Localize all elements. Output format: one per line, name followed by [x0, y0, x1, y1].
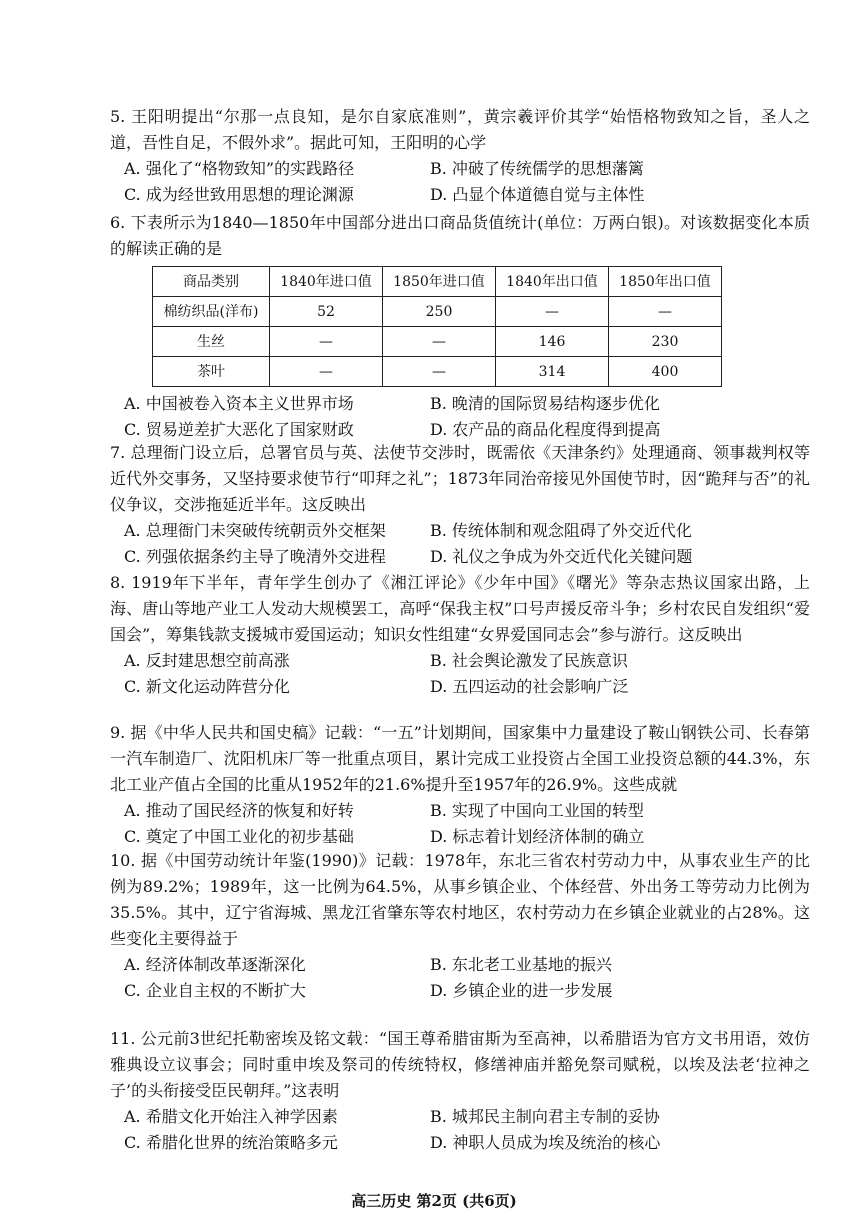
option-a: A. 反封建思想空前高涨 [124, 651, 290, 670]
option-list [110, 156, 810, 208]
option-c: C. 希腊化世界的统治策略多元 [124, 1133, 338, 1152]
option-d: D. 农产品的商品化程度得到提高 [430, 420, 661, 439]
option-b: B. 实现了中国向工业国的转型 [430, 801, 644, 820]
option-d: D. 凸显个体道德自觉与主体性 [430, 185, 645, 204]
option-list [110, 1104, 810, 1156]
option-b: B. 冲破了传统儒学的思想藩篱 [430, 159, 644, 178]
option-c: C. 新文化运动阵营分化 [124, 677, 290, 696]
option-list [110, 391, 810, 443]
table-cell: 茶叶 [153, 357, 270, 387]
question-10 [110, 848, 810, 1004]
table-cell: — [270, 357, 383, 387]
option-c: C. 企业自主权的不断扩大 [124, 981, 306, 1000]
question-11 [110, 1026, 810, 1156]
table-header-row [153, 267, 722, 297]
option-a: A. 推动了国民经济的恢复和好转 [124, 801, 354, 820]
option-d: D. 乡镇企业的进一步发展 [430, 981, 613, 1000]
option-c: C. 列强依据条约主导了晚清外交进程 [124, 547, 386, 566]
table-cell: — [270, 327, 383, 357]
trade-value-table [152, 266, 722, 387]
question-stem: 7. 总理衙门设立后，总署官员与英、法使节交涉时，既需依《天津条约》处理通商、领事裁判权等近代外交事务，又坚持要求使节行“叩拜之礼”；1873年同治帝接见外国使节时，因“跪拜与否”的礼仪争议，交涉拖延近半年。这反映出 [110, 443, 810, 514]
question-stem: 9. 据《中华人民共和国史稿》记载：“一五”计划期间，国家集中力量建设了鞍山钢铁公司、长春第一汽车制造厂、沈阳机床厂等一批重点项目，累计完成工业投资占全国工业投资总额的44.3%，东北工业产值占全国的比重从1952年的21.6%提升至1957年的26.9%。这些成就 [110, 723, 810, 794]
table-header: 商品类别 [153, 267, 270, 297]
option-a: A. 中国被卷入资本主义世界市场 [124, 394, 354, 413]
table-cell: — [609, 297, 722, 327]
question-9 [110, 720, 810, 850]
option-a: A. 经济体制改革逐渐深化 [124, 955, 306, 974]
option-c: C. 奠定了中国工业化的初步基础 [124, 827, 354, 846]
option-a: A. 希腊文化开始注入神学因素 [124, 1107, 338, 1126]
table-row [153, 297, 722, 327]
option-d: D. 礼仪之争成为外交近代化关键问题 [430, 547, 693, 566]
table-cell: — [383, 327, 496, 357]
question-stem: 5. 王阳明提出“尔那一点良知，是尔自家底准则”，黄宗羲评价其学“始悟格物致知之旨，圣人之道，吾性自足，不假外求”。据此可知，王阳明的心学 [110, 107, 810, 152]
table-header: 1840年出口值 [496, 267, 609, 297]
option-d: D. 五四运动的社会影响广泛 [430, 677, 629, 696]
option-list [110, 648, 810, 700]
page-footer: 高三历史 第2页 (共6页) [351, 1192, 517, 1210]
option-a: A. 强化了“格物致知”的实践路径 [124, 159, 355, 178]
table-cell: 146 [496, 327, 609, 357]
option-list [110, 518, 810, 570]
table-cell: 生丝 [153, 327, 270, 357]
table-cell: 52 [270, 297, 383, 327]
option-b: B. 东北老工业基地的振兴 [430, 955, 612, 974]
table-cell: 400 [609, 357, 722, 387]
question-stem: 11. 公元前3世纪托勒密埃及铭文载：“国王尊希腊宙斯为至高神，以希腊语为官方文书用语，效仿雅典设立议事会；同时重申埃及祭司的传统特权，修缮神庙并豁免祭司赋税，以埃及法老‘拉神之子’的头衔接受臣民朝拜。”这表明 [110, 1029, 810, 1100]
table-cell: 314 [496, 357, 609, 387]
option-b: B. 社会舆论激发了民族意识 [430, 651, 628, 670]
table-cell: 棉纺织品(洋布) [153, 297, 270, 327]
question-stem: 10. 据《中国劳动统计年鉴(1990)》记载：1978年，东北三省农村劳动力中，从事农业生产的比例为89.2%；1989年，这一比例为64.5%，从事乡镇企业、个体经营、外出务工等劳动力比例为35.5%。其中，辽宁省海城、黑龙江省肇东等农村地区，农村劳动力在乡镇企业就业的占28%。这些变化主要得益于 [110, 851, 810, 948]
table-header: 1850年进口值 [383, 267, 496, 297]
option-list [110, 952, 810, 1004]
table-cell: 230 [609, 327, 722, 357]
option-c: C. 成为经世致用思想的理论渊源 [124, 185, 354, 204]
option-list [110, 798, 810, 850]
option-d: D. 标志着计划经济体制的确立 [430, 827, 645, 846]
table-header: 1840年进口值 [270, 267, 383, 297]
option-b: B. 城邦民主制向君主专制的妥协 [430, 1107, 660, 1126]
table-cell: 250 [383, 297, 496, 327]
question-stem: 6. 下表所示为1840—1850年中国部分进出口商品货值统计(单位：万两白银)。对该数据变化本质的解读正确的是 [110, 213, 810, 258]
option-d: D. 神职人员成为埃及统治的核心 [430, 1133, 661, 1152]
table-row [153, 357, 722, 387]
question-stem: 8. 1919年下半年，青年学生创办了《湘江评论》《少年中国》《曙光》等杂志热议国家出路，上海、唐山等地产业工人发动大规模罢工，高呼“保我主权”口号声援反帝斗争；乡村农民自发组织“爱国会”，筹集钱款支援城市爱国运动；知识女性组建“女界爱国同志会”参与游行。这反映出 [110, 573, 810, 644]
table-cell: — [383, 357, 496, 387]
question-7 [110, 440, 810, 570]
option-b: B. 晚清的国际贸易结构逐步优化 [430, 394, 660, 413]
option-a: A. 总理衙门未突破传统朝贡外交框架 [124, 521, 386, 540]
question-8 [110, 570, 810, 700]
table-header: 1850年出口值 [609, 267, 722, 297]
table-row [153, 327, 722, 357]
option-c: C. 贸易逆差扩大恶化了国家财政 [124, 420, 354, 439]
question-5 [110, 104, 810, 208]
table-cell: — [496, 297, 609, 327]
question-6 [110, 210, 810, 443]
option-b: B. 传统体制和观念阻碍了外交近代化 [430, 521, 692, 540]
